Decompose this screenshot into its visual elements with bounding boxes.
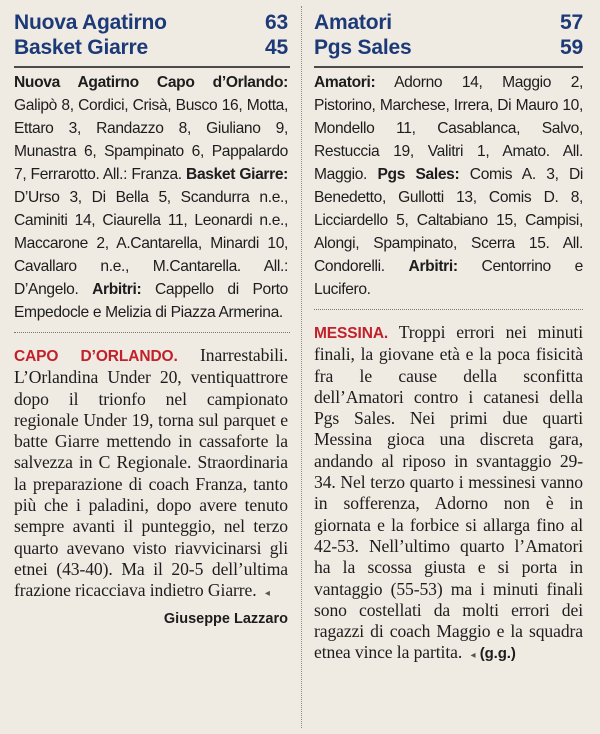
team-points: 63 (265, 11, 288, 34)
right-column (306, 0, 591, 667)
team1-players: Galipò 8, Cordici, Crisà, Busco 16, Motta, Ettaro 3, Randazzo 8, Giuliano 9, Munastra 6, Spampinato 6, Pappalardo 7, Ferrarotto. All.: Franza. (14, 97, 288, 183)
team-name: Basket Giarre (14, 36, 148, 59)
team2-label: Basket Giarre: (186, 166, 289, 183)
dateline: CAPO D’ORLANDO. (14, 348, 178, 365)
team-name: Amatori (314, 11, 392, 34)
team1-label: Nuova Agatirno Capo d’Orlando: (14, 74, 288, 91)
referees-label: Arbitri: (408, 258, 458, 275)
end-mark-icon: ◂ (264, 588, 270, 600)
team1-players: Adorno 14, Maggio 2, Pistorino, Marchese, Irrera, Di Mauro 10, Mondello 11, Casablanca, Salvo, Restuccia 19, Valitri 1, Amato. All. Maggio. (314, 74, 584, 183)
column-divider (301, 6, 302, 728)
author-initials: (g.g.) (479, 645, 516, 663)
team-points: 57 (560, 11, 583, 34)
team2-players: D’Urso 3, Di Bella 5, Scandurra n.e., Caminiti 14, Ciaurella 11, Leonardi n.e., Maccarone 2, A.Cantarella, Minardi 10, Cavallaro n.e., M.Cantarella. All.: D’Angelo. (14, 189, 288, 298)
right-article (306, 310, 591, 667)
score-row (314, 35, 583, 60)
team-points: 59 (560, 36, 583, 59)
article-text: Inarrestabili. L’Orlandina Under 20, ventiquattrore dopo il trionfo nel campionato regionale Under 19, torna sul parquet e batte Giarre mettendo in cassaforte la salvezza in C Regionale. Straordinaria la preparazione di coach Franza, tanto più che i paladini, dopo avere tenuto sempre avanti il punteggio, nel terzo quarto avevano visto riavvicinarsi gli etnei (43-40). Ma il 20-5 dell’ultima frazione ricacciava indietro Giarre. (14, 345, 288, 601)
right-scoreboard (306, 0, 591, 60)
team1-label: Amatori: (314, 74, 376, 91)
team2-players: Comis A. 3, Di Benedetto, Gullotti 13, Comis D. 8, Licciardello 5, Caltabiano 15, Campisi, Alongi, Spampinato, Scerra 15. All. Condorelli. (314, 166, 584, 275)
left-column (0, 0, 298, 627)
team-name: Pgs Sales (314, 36, 412, 59)
left-scoreboard (0, 0, 298, 60)
score-row (314, 10, 583, 35)
dateline: MESSINA. (314, 325, 389, 342)
right-box-score (306, 68, 591, 301)
referees-label: Arbitri: (92, 281, 142, 298)
team-name: Nuova Agatirno (14, 11, 167, 34)
left-box-score (0, 68, 298, 324)
referees: Centorrino e Lucifero. (314, 258, 583, 298)
team-points: 45 (265, 36, 288, 59)
score-row (14, 10, 288, 35)
referees: Cappello di Porto Empedocle e Melizia di Piazza Armerina. (14, 281, 288, 321)
author-byline: Giuseppe Lazzaro (163, 610, 288, 627)
left-article (0, 333, 298, 605)
team2-label: Pgs Sales: (377, 166, 460, 183)
score-row (14, 35, 288, 60)
end-mark-icon: ◂ (470, 650, 476, 662)
article-text: Troppi errori nei minuti finali, la giovane età e la poca fisicità fra le cause della sconfitta dell’Amatori contro i catanesi della Pgs Sales. Nei primi due quarti Messina gioca una discreta gara, andando al riposo in svantaggio 29-34. Nel terzo quarto i messinesi vanno in sofferenza, Adorno non è in giornata e la forbice si allarga fino al 42-53. Nell’ultimo quarto l’Amatori ha la scossa giusta e si porta in vantaggio (55-53) ma i minuti finali sono costellati da molti errori dei ragazzi di coach Maggio e la squadra etnea vince la partita. (314, 322, 583, 663)
